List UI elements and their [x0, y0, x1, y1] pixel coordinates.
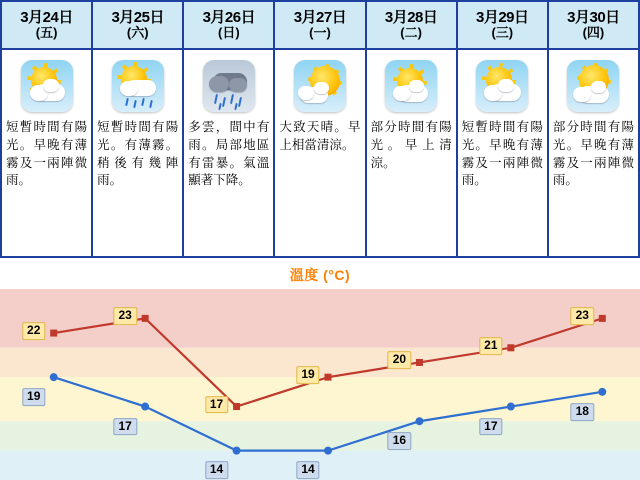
forecast-day-column[interactable] [458, 2, 549, 256]
forecast-day-column[interactable] [93, 2, 184, 256]
day-header [2, 2, 91, 50]
data-point [50, 330, 57, 337]
weather-icon-cell [275, 50, 364, 116]
data-point [415, 417, 423, 425]
data-point-label: 21 [479, 337, 502, 355]
sun-behind-cloud-icon [294, 60, 346, 112]
data-point [416, 359, 423, 366]
data-point [325, 374, 332, 381]
heavy-rain-cloud-icon [203, 60, 255, 112]
day-description: 大致天晴。早上相當清涼。 [275, 116, 364, 256]
day-header [93, 2, 182, 50]
temperature-chart [0, 258, 640, 480]
day-description: 部分時間有陽光。早晚有薄霧及一兩陣微雨。 [549, 116, 638, 256]
mild-band [0, 377, 640, 421]
day-date: 3月29日 [476, 8, 529, 26]
data-point [324, 447, 332, 455]
day-weekday: (一) [309, 25, 331, 41]
forecast-day-column[interactable] [275, 2, 366, 256]
day-weekday: (四) [582, 25, 605, 41]
day-description: 短暫時間有陽光。有薄霧。稍後有幾陣雨。 [93, 116, 182, 256]
data-point [598, 388, 606, 396]
weather-icon-cell [2, 50, 91, 116]
day-date: 3月25日 [111, 8, 164, 26]
day-description: 部分時間有陽光。早上清涼。 [367, 116, 456, 256]
day-description: 短暫時間有陽光。早晚有薄霧及一兩陣微雨。 [2, 116, 91, 256]
warm-band [0, 348, 640, 377]
data-point [142, 315, 149, 322]
data-point-label: 20 [388, 352, 411, 370]
chart-svg [0, 289, 640, 480]
data-point-label: 22 [22, 322, 45, 340]
day-date: 3月28日 [384, 8, 438, 26]
day-date: 3月24日 [20, 8, 73, 26]
chart-plot-area [0, 289, 640, 480]
weather-icon-cell [367, 50, 456, 116]
sun-behind-cloud-icon [567, 60, 619, 112]
data-point [599, 315, 606, 322]
cold-band [0, 451, 640, 480]
day-header [549, 2, 638, 50]
day-description: 多雲，間中有雨。局部地區有雷暴。氣溫顯著下降。 [184, 116, 273, 256]
data-point-label: 16 [388, 432, 411, 450]
data-point-label: 17 [113, 418, 136, 436]
weather-icon-cell [93, 50, 182, 116]
day-weekday: (三) [491, 25, 514, 41]
data-point-label: 14 [205, 461, 228, 479]
data-point-label: 23 [113, 307, 136, 325]
data-point-label: 19 [22, 388, 45, 406]
data-point-label: 19 [296, 366, 319, 384]
sun-behind-rain-cloud-icon [112, 60, 164, 112]
data-point-label: 18 [571, 403, 594, 421]
data-point [507, 344, 514, 351]
day-weekday: (五) [35, 25, 58, 41]
cool-band [0, 421, 640, 450]
forecast-day-column[interactable] [0, 2, 93, 256]
data-point-label: 23 [571, 307, 594, 325]
weather-icon-cell [184, 50, 273, 116]
hot-band [0, 289, 640, 348]
day-weekday: (二) [400, 25, 422, 41]
sun-behind-cloud-icon [21, 60, 73, 112]
data-point [233, 447, 241, 455]
forecast-day-column[interactable] [549, 2, 640, 256]
forecast-day-column[interactable] [184, 2, 275, 256]
weather-icon-cell [549, 50, 638, 116]
day-header [184, 2, 273, 50]
data-point-label: 14 [296, 461, 319, 479]
day-header [458, 2, 547, 50]
data-point [50, 373, 58, 381]
day-weekday: (日) [218, 25, 240, 41]
chart-title: 溫度 (°C) [289, 267, 351, 283]
day-weekday: (六) [126, 25, 149, 41]
day-date: 3月27日 [293, 8, 347, 26]
sun-behind-cloud-icon [385, 60, 437, 112]
data-point [507, 403, 515, 411]
day-header [367, 2, 456, 50]
day-header [275, 2, 364, 50]
data-point [233, 403, 240, 410]
data-point [141, 403, 149, 411]
data-point-label: 17 [479, 418, 502, 436]
forecast-day-column[interactable] [367, 2, 458, 256]
day-description: 短暫時間有陽光。早晚有薄霧及一兩陣微雨。 [458, 116, 547, 256]
sun-behind-cloud-icon [476, 60, 528, 112]
day-date: 3月30日 [567, 8, 620, 26]
day-date: 3月26日 [202, 8, 256, 26]
data-point-label: 17 [205, 396, 228, 414]
weather-icon-cell [458, 50, 547, 116]
